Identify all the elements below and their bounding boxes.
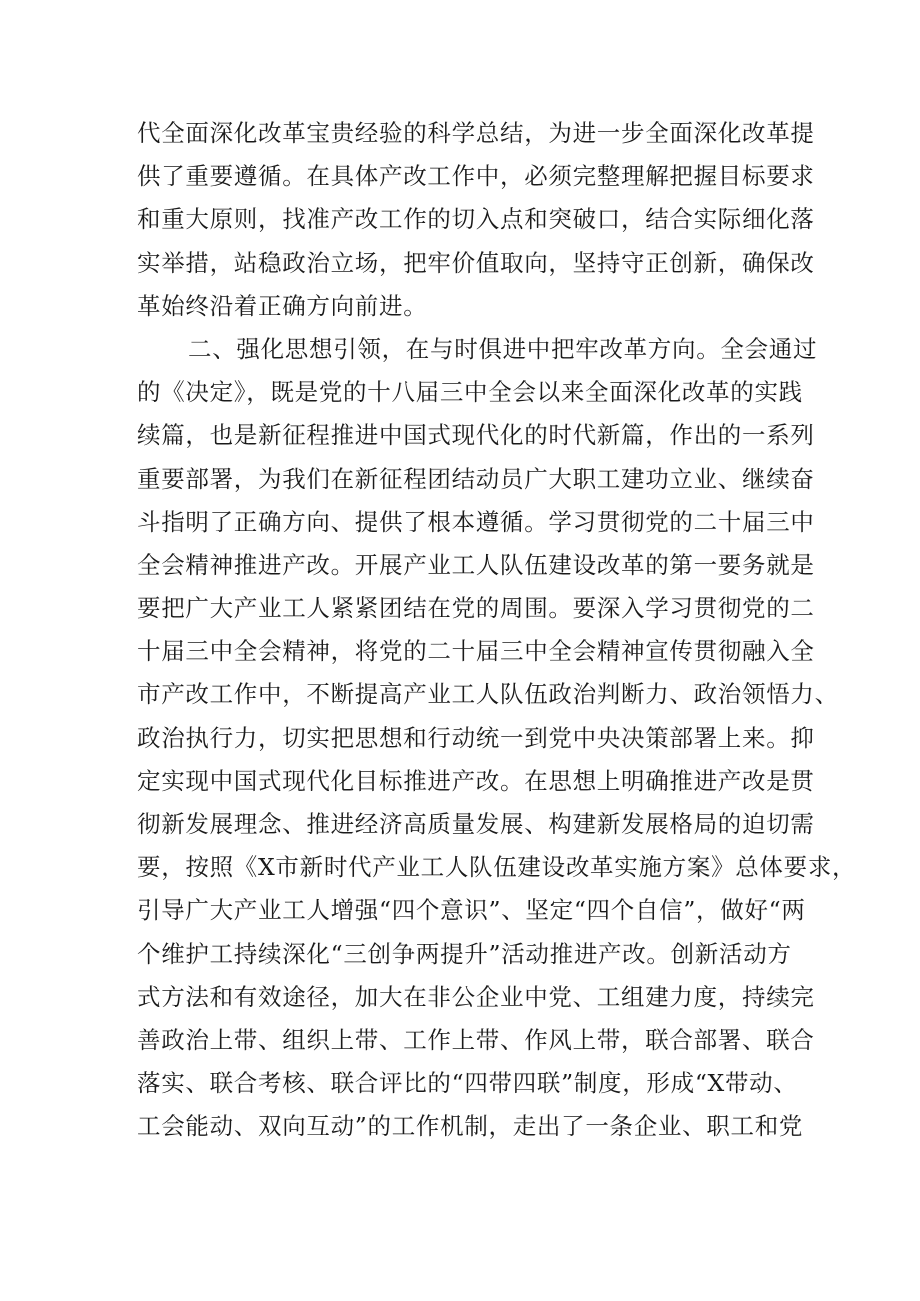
text-line: 落实、联合考核、联合评比的“四带四联”制度，形成“X带动、 bbox=[137, 1069, 798, 1098]
text-line: 斗指明了正确方向、提供了根本遵循。学习贯彻党的二十届三中 bbox=[137, 507, 815, 536]
text-line: 全会精神推进产改。开展产业工人队伍建设改革的第一要务就是 bbox=[137, 550, 815, 579]
text-line: 要把广大产业工人紧紧团结在党的周围。要深入学习贯彻党的二 bbox=[137, 594, 815, 623]
text-line: 善政治上带、组织上带、工作上带、作风上带，联合部署、联合 bbox=[137, 1025, 815, 1054]
text-line: 市产改工作中，不断提高产业工人队伍政治判断力、政治领悟力、 bbox=[137, 680, 839, 709]
text-line: 工会能动、双向互动”的工作机制，走出了一条企业、职工和党 bbox=[137, 1112, 804, 1141]
text-line: 续篇，也是新征程推进中国式现代化的时代新篇，作出的一系列 bbox=[137, 421, 815, 450]
text-line: 十届三中全会精神，将党的二十届三中全会精神宣传贯彻融入全 bbox=[137, 637, 815, 666]
text-line: 和重大原则，找准产改工作的切入点和突破口，结合实际细化落 bbox=[137, 205, 815, 234]
text-line: 式方法和有效途径，加大在非公企业中党、工组建力度，持续完 bbox=[137, 982, 815, 1011]
text-line: 要，按照《X市新时代产业工人队伍建设改革实施方案》总体要求， bbox=[137, 853, 857, 882]
text-line: 引导广大产业工人增强“四个意识”、坚定“四个自信”，做好“两 bbox=[137, 896, 806, 925]
text-line: 重要部署，为我们在新征程团结动员广大职工建功立业、继续奋 bbox=[137, 464, 815, 493]
text-line: 的《决定》，既是党的十八届三中全会以来全面深化改革的实践 bbox=[137, 378, 803, 407]
text-line: 彻新发展理念、推进经济高质量发展、构建新发展格局的迫切需 bbox=[137, 810, 815, 838]
text-line: 供了重要遵循。在具体产改工作中，必须完整理解把握目标要求 bbox=[137, 162, 815, 191]
text-line-last: 革始终沿着正确方向前进。 bbox=[137, 291, 428, 320]
text-line: 个维护工持续深化“三创争两提升”活动推进产改。创新活动方 bbox=[137, 939, 792, 968]
paragraph-first-line: 二、强化思想引领，在与时俱进中把牢改革方向。全会通过 bbox=[188, 334, 818, 363]
document-body bbox=[137, 112, 857, 1149]
text-line: 定实现中国式现代化目标推进产改。在思想上明确推进产改是贯 bbox=[137, 766, 815, 795]
text-line: 政治执行力，切实把思想和行动统一到党中央决策部署上来。抑 bbox=[137, 723, 815, 752]
text-line: 代全面深化改革宝贵经验的科学总结，为进一步全面深化改革提 bbox=[137, 119, 815, 147]
text-line: 实举措，站稳政治立场，把牢价值取向，坚持守正创新，确保改 bbox=[137, 248, 815, 277]
